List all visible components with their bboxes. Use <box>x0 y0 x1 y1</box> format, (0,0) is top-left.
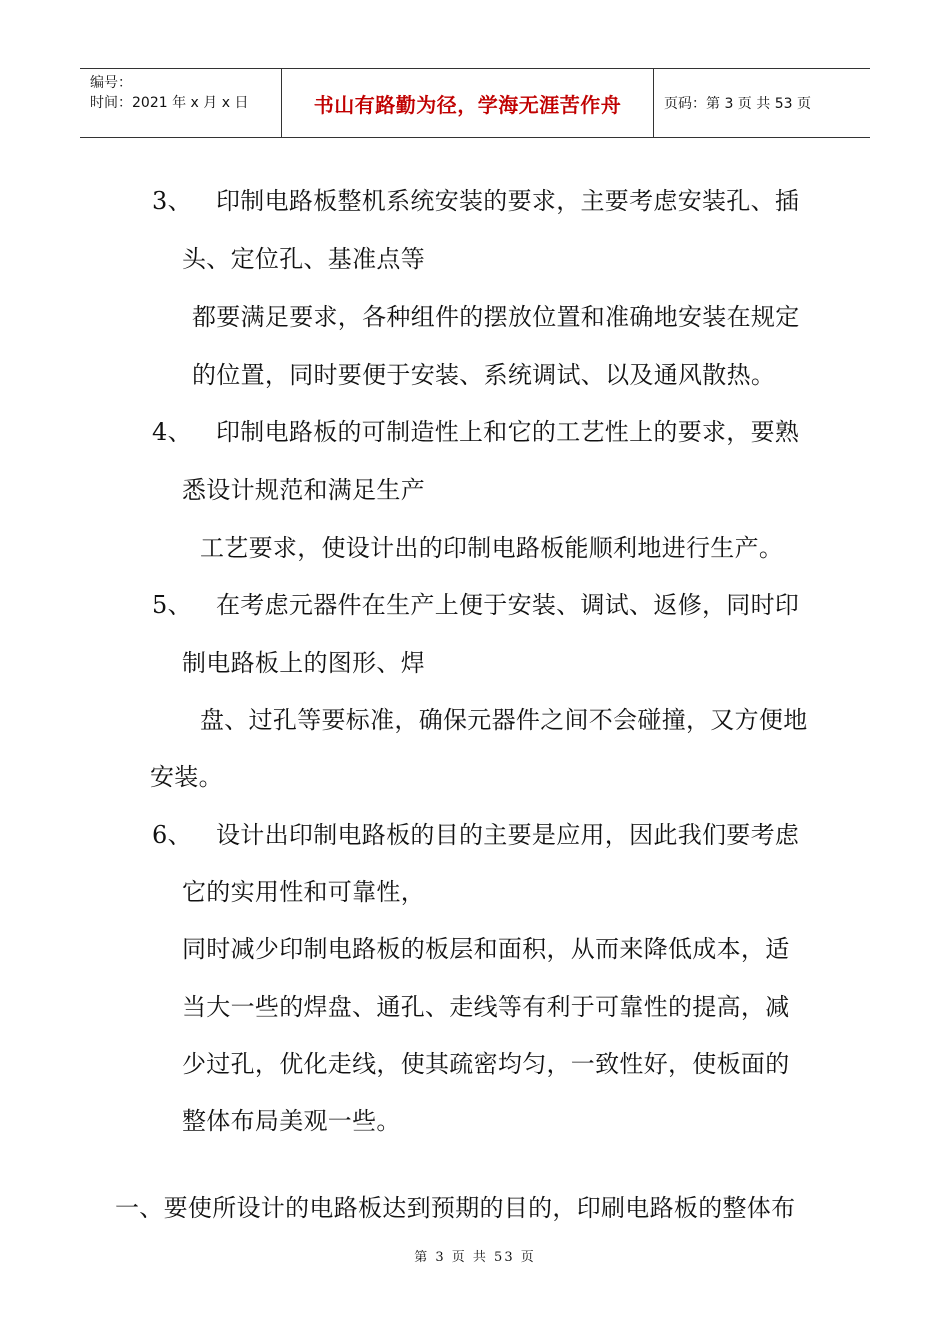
item-6-line-4: 当大一些的焊盘、通孔、走线等有利于可靠性的提高，减 <box>182 993 790 1021</box>
item-3-line-2: 头、定位孔、基准点等 <box>182 245 425 273</box>
item-6-line-5: 少过孔，优化走线，使其疏密均匀，一致性好，使板面的 <box>182 1050 790 1078</box>
item-3-text: 印制电路板整机系统安装的要求，主要考虑安装孔、插 <box>216 187 800 215</box>
item-6-line-1 <box>152 820 799 850</box>
item-6-line-3: 同时减少印制电路板的板层和面积，从而来降低成本，适 <box>182 935 790 963</box>
item-6-line-2: 它的实用性和可靠性， <box>182 878 425 906</box>
item-4-number: 4、 <box>152 418 192 446</box>
header-page-info: 页码：第 3 页 共 53 页 <box>664 96 811 112</box>
header-divider <box>653 69 654 137</box>
item-3-number: 3、 <box>152 187 192 215</box>
header-motto: 书山有路勤为径，学海无涯苦作舟 <box>313 92 622 117</box>
item-5-line-1 <box>152 590 799 620</box>
item-5-line-2: 制电路板上的图形、焊 <box>182 649 425 677</box>
number-label: 编号： <box>90 75 132 91</box>
section-heading-line: 一、要使所设计的电路板达到预期的目的，印刷电路板的整体布 <box>115 1194 796 1222</box>
item-4-line-2: 悉设计规范和满足生产 <box>182 476 425 504</box>
item-3-line-4: 的位置，同时要便于安装、系统调试、以及通风散热。 <box>192 361 776 389</box>
time-label: 时间：2021 年 x 月 x 日 <box>90 95 249 111</box>
item-5-line-3: 盘、过孔等要标准，确保元器件之间不会碰撞，又方便地 <box>200 706 808 734</box>
item-5-text: 在考虑元器件在生产上便于安装、调试、返修，同时印 <box>216 591 800 619</box>
item-4-line-3: 工艺要求，使设计出的印制电路板能顺利地进行生产。 <box>200 534 784 562</box>
item-5-number: 5、 <box>152 591 192 619</box>
item-3-line-3: 都要满足要求，各种组件的摆放位置和准确地安装在规定 <box>192 303 800 331</box>
item-5-line-4: 安装。 <box>150 763 223 791</box>
header-meta <box>90 73 248 113</box>
item-3-line-1 <box>152 186 799 216</box>
page-footer: 第 3 页 共 53 页 <box>414 1250 536 1265</box>
item-6-text: 设计出印制电路板的目的主要是应用，因此我们要考虑 <box>216 821 800 849</box>
item-4-text: 印制电路板的可制造性上和它的工艺性上的要求，要熟 <box>216 418 800 446</box>
item-6-line-6: 整体布局美观一些。 <box>182 1107 401 1135</box>
item-6-number: 6、 <box>152 821 192 849</box>
header-table <box>80 68 870 138</box>
item-4-line-1 <box>152 417 799 447</box>
